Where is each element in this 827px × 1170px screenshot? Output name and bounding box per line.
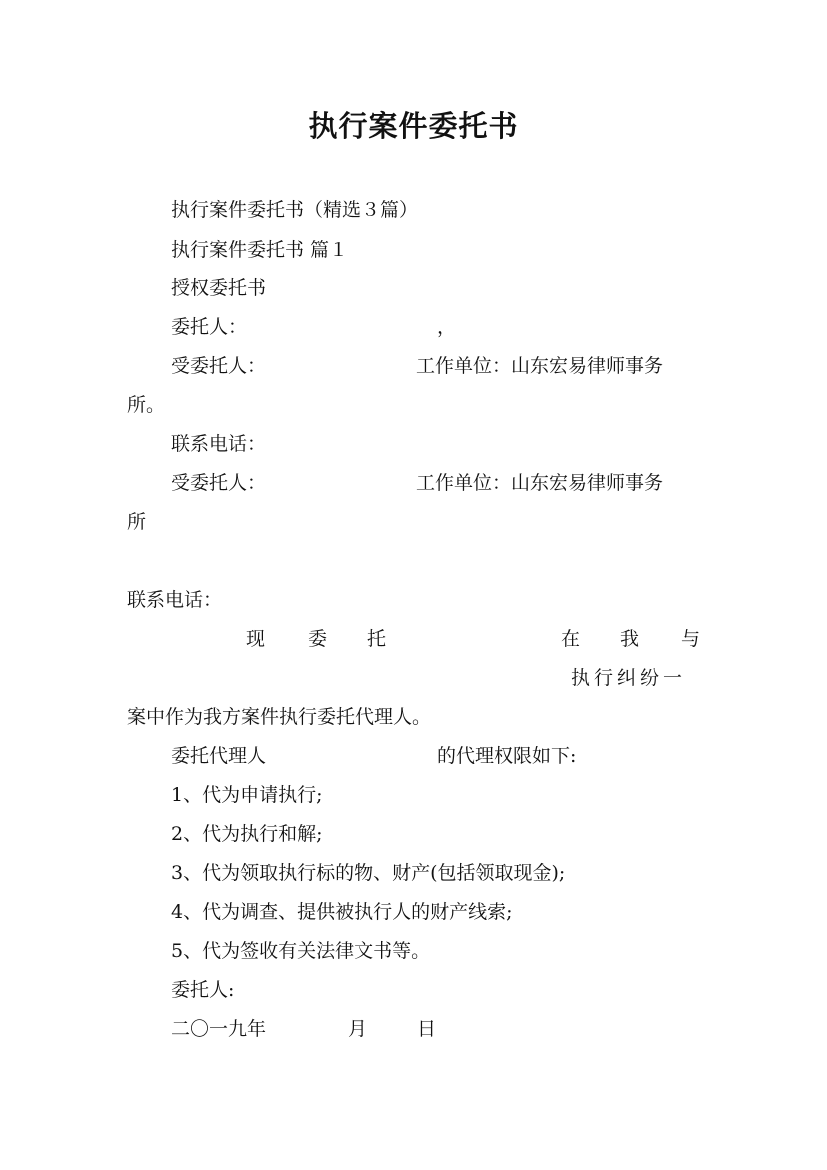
authority-item-4: 4、代为调查、提供被执行人的财产线索; [171, 901, 513, 923]
signature-label: 委托人: [171, 979, 235, 1001]
authority-item-2: 2、代为执行和解; [171, 823, 323, 845]
agent-auth-label: 委托代理人 [171, 745, 267, 767]
section-heading: 执行案件委托书 篇１ [171, 239, 349, 261]
authority-item-5: 5、代为签收有关法律文书等。 [171, 940, 431, 962]
work-unit-1-cont: 所。 [127, 394, 166, 416]
principal-comma: ， [437, 316, 457, 338]
entrust-char-yu: 与 [681, 628, 701, 650]
agent-label-2: 受委托人： [171, 472, 267, 494]
entrust-char-xian: 现 [246, 628, 266, 650]
entrust-char-tuo: 托 [367, 628, 387, 650]
phone-label-2: 联系电话： [127, 589, 223, 611]
principal-label: 委托人： [171, 316, 248, 338]
entrust-char-wei: 委 [308, 628, 328, 650]
authority-item-1: 1、代为申请执行; [171, 784, 323, 806]
agent-label-1: 受委托人： [171, 355, 267, 377]
date-day: 日 [417, 1018, 437, 1040]
document-title: 执行案件委托书 [308, 109, 519, 143]
subtitle: 执行案件委托书（精选３篇） [171, 199, 419, 221]
date-month: 月 [348, 1018, 368, 1040]
entrust-char-zai: 在 [561, 628, 581, 650]
case-text: 案中作为我方案件执行委托代理人。 [127, 706, 432, 728]
phone-label-1: 联系电话： [171, 433, 267, 455]
work-unit-2: 工作单位：山东宏易律师事务 [416, 472, 664, 494]
work-unit-1: 工作单位：山东宏易律师事务 [416, 355, 664, 377]
entrust-char-wo: 我 [620, 628, 640, 650]
agent-auth-rest: 的代理权限如下: [437, 745, 577, 767]
date-year: 二〇一九年 [171, 1018, 267, 1040]
authority-item-3: 3、代为领取执行标的物、财产(包括领取现金); [171, 862, 566, 884]
auth-heading: 授权委托书 [171, 277, 267, 299]
work-unit-2-cont: 所 [127, 511, 147, 533]
dispute-text: 执行纠纷一 [571, 667, 687, 689]
